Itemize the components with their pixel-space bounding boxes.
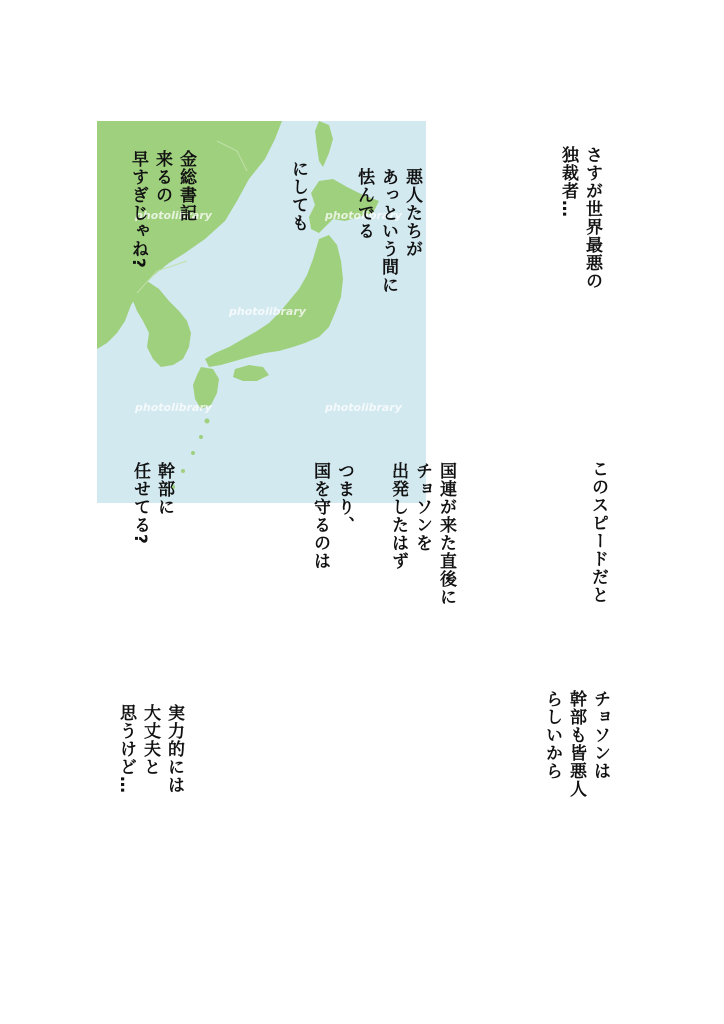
speech-bubble-text: 国連が来た直後に チョソンを 出発したはず (388, 462, 456, 606)
speech-bubble-text: チョソンは 幹部も皆悪人 らしいから (542, 690, 610, 798)
watermark: photolibrary (325, 209, 402, 222)
watermark: photolibrary (135, 209, 212, 222)
speech-bubble-text: つまり、 国を守るのは (310, 462, 354, 570)
watermark: photolibrary (135, 401, 212, 414)
speech-bubble-text: にしても (288, 160, 308, 232)
speech-bubble-text: 幹部に 任せてる? (130, 462, 174, 545)
island (191, 451, 195, 455)
watermark: photolibrary (229, 305, 306, 318)
island (181, 469, 185, 473)
watermark: photolibrary (325, 401, 402, 414)
speech-bubble-text: このスピードだと (588, 460, 608, 604)
island (205, 419, 210, 424)
speech-bubble-text: 悪人たちが あっという間に 怯んでる (354, 168, 422, 294)
speech-bubble-text: 金総書記 来るの 早すぎじゃね? (128, 150, 196, 269)
speech-bubble-text: 実力的には 大丈夫と 思うけど… (116, 704, 184, 794)
island (199, 435, 203, 439)
speech-bubble-text: さすが世界最悪の 独裁者… (558, 146, 602, 290)
